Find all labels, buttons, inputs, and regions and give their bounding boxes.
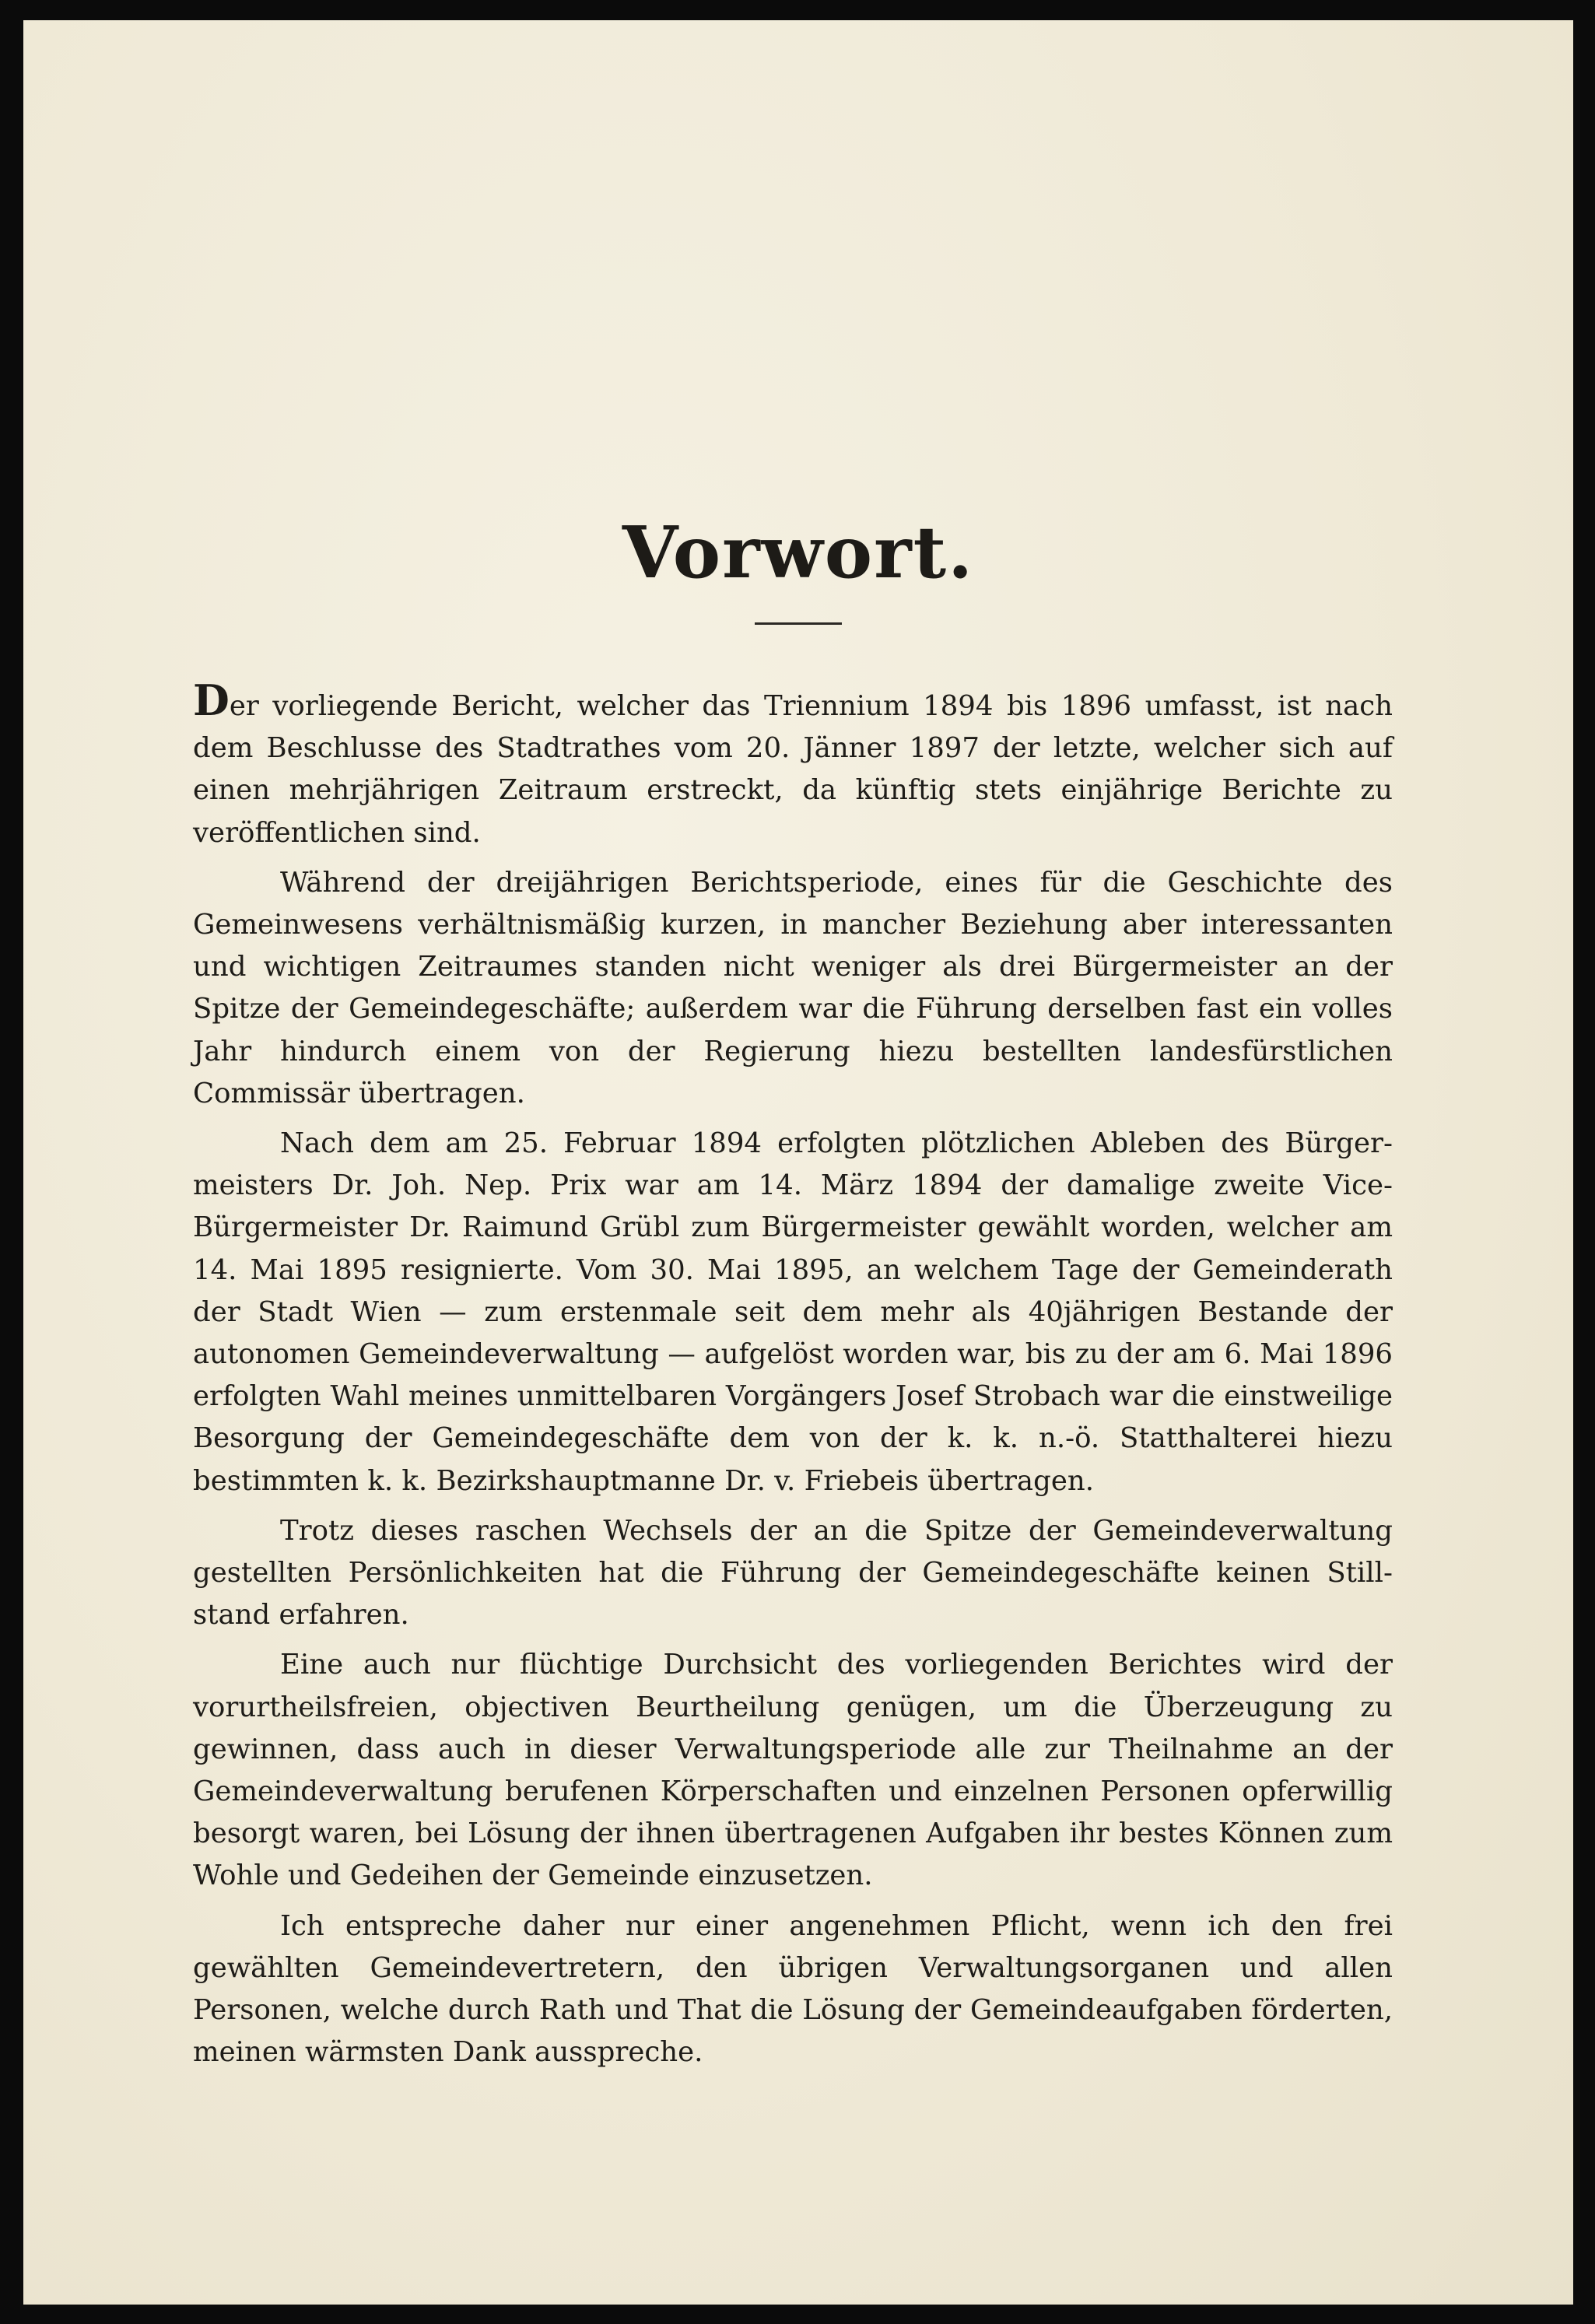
paragraph-2: Während der dreijährigen Berichtsperiode, eines für die Geschichte des Gemeinwesens verhältnismäßig kurzen, in mancher Beziehung aber interessanten und wichtigen Zeitraumes standen nicht weniger als drei Bürgermeister an der Spitze der Gemeindegeschäfte; außerdem war die Führung derselben fast ein volles Jahr hindurch einem von der Regierung hiezu bestellten landesfürstlichen Commissär übertragen. xyxy=(193,866,1393,1109)
paragraph-1 xyxy=(193,675,1393,854)
page-title: Vorwort. xyxy=(622,510,975,594)
paragraph-1-text: er vorliegende Bericht, welcher das Triennium 1894 bis 1896 umfasst, ist nach dem Beschlusse des Stadtrathes vom 20. Jänner 1897 der letzte, welcher sich auf einen mehrjährigen Zeitraum erstreckt, da künftig stets einjährige Berichte zu veröffentlichen sind. xyxy=(193,690,1393,849)
document-page xyxy=(23,20,1573,2305)
paragraph-5: Eine auch nur flüchtige Durchsicht des vorliegenden Berichtes wird der vorurtheilsfreien, objectiven Beurtheilung genügen, um die Überzeugung zu gewinnen, dass auch in dieser Verwaltungsperiode alle zur Theilnahme an der Gemeindeverwaltung berufenen Körperschaften und einzelnen Personen opferwillig besorgt waren, bei Lösung der ihnen übertragenen Aufgaben ihr bestes Können zum Wohle und Gedeihen der Gemeinde einzusetzen. xyxy=(193,1649,1393,1892)
initial-letter: D xyxy=(193,675,230,725)
title-divider xyxy=(755,622,842,625)
paragraph-3: Nach dem am 25. Februar 1894 erfolgten plötzlichen Ableben des Bürgermeisters Dr. Joh. Nep. Prix war am 14. März 1894 der damalige zweite Vice-Bürgermeister Dr. Raimund Grübl zum Bürgermeister gewählt worden, welcher am 14. Mai 1895 resignierte. Vom 30. Mai 1895, an welchem Tage der Gemeinderath der Stadt Wien — zum erstenmale seit dem mehr als 40jährigen Bestande der autonomen Gemeindeverwaltung — aufgelöst worden war, bis zu der am 6. Mai 1896 erfolgten Wahl meines unmittelbaren Vorgängers Josef Strobach war die einstweilige Besorgung der Gemeindegeschäfte dem von der k. k. n.-ö. Statthalterei hiezu bestimmten k. k. Bezirkshauptmanne Dr. v. Friebeis übertragen. xyxy=(193,1127,1393,1497)
paragraph-4: Trotz dieses raschen Wechsels der an die Spitze der Gemeindeverwaltung gestellten Persönlichkeiten hat die Führung der Gemeindegeschäfte keinen Stillstand erfahren. xyxy=(193,1514,1393,1632)
paragraph-6: Ich entspreche daher nur einer angenehmen Pflicht, wenn ich den frei gewählten Gemeindevertretern, den übrigen Verwaltungsorganen und allen Personen, welche durch Rath und That die Lösung der Gemeindeaufgaben förderten, meinen wärmsten Dank ausspreche. xyxy=(193,1909,1393,2069)
body-text xyxy=(193,675,1393,2082)
